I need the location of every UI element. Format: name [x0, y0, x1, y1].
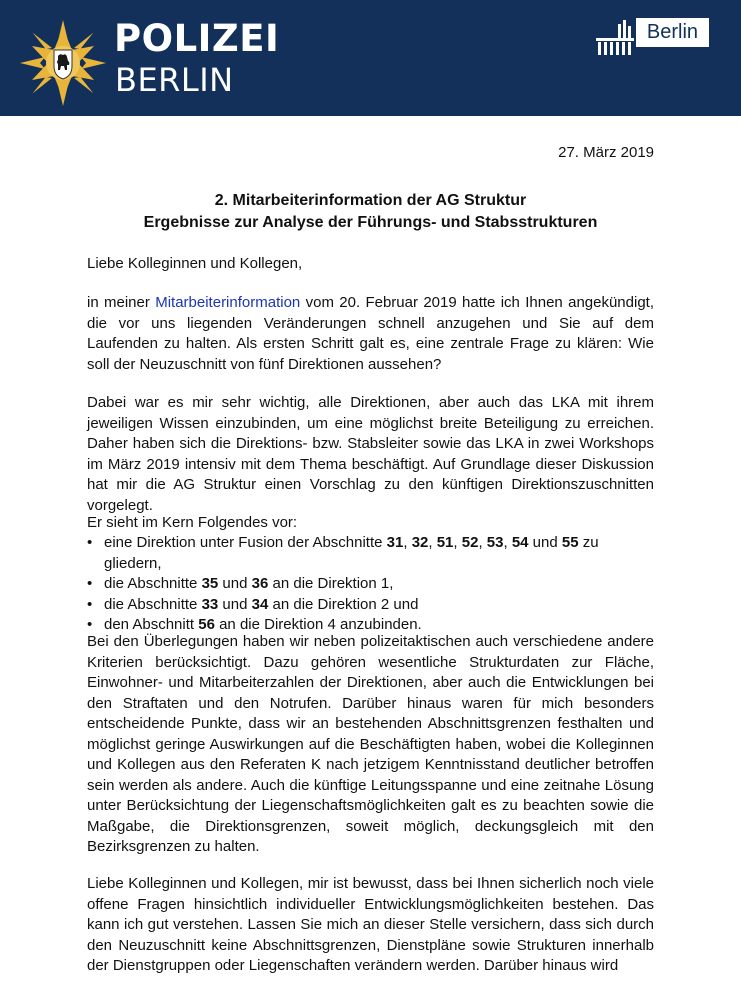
page-header: [0, 0, 741, 116]
brand-subtitle: BERLIN: [115, 61, 234, 99]
bullet-list: [87, 533, 654, 636]
brandenburg-gate-icon: [596, 18, 636, 60]
brand-title: POLIZEI: [114, 17, 280, 60]
salutation: Liebe Kolleginnen und Kollegen,: [87, 255, 303, 272]
document-title: [87, 190, 654, 234]
police-star-icon: [20, 20, 106, 106]
list-item: • die Abschnitte 33 und 34 an die Direktion 2 und: [87, 595, 654, 616]
list-item: • eine Direktion unter Fusion der Abschnitte 31, 32, 51, 52, 53, 54 und 55 zu gliedern,: [87, 533, 654, 574]
paragraph-1: in meiner Mitarbeiterinformation vom 20. Februar 2019 hatte ich Ihnen angekündigt, die vor uns liegenden Veränderungen schnell anzugehen und Sie auf dem Laufenden zu halten. Als ersten Schritt galt es, eine zentrale Frage zu klären: Wie soll der Neuzuschnitt von fünf Direktionen aussehen?: [87, 294, 655, 373]
title-line-2: Ergebnisse zur Analyse der Führungs- und Stabsstrukturen: [143, 214, 598, 231]
list-item: • den Abschnitt 56 an die Direktion 4 anzubinden.: [87, 615, 654, 636]
document-date: 27. März 2019: [558, 144, 654, 161]
title-line-1: 2. Mitarbeiterinformation der AG Struktur: [214, 192, 527, 209]
paragraph-4: Liebe Kolleginnen und Kollegen, mir ist bewusst, dass bei Ihnen sicherlich noch viele offene Fragen hinsichtlich individueller Entwicklungsmöglichkeiten bestehen. Das kann ich gut verstehen. Lassen Sie mich an dieser Stelle versichern, dass sich durch den Neuzuschnitt keine Abschnittsgrenzen, Dienstpläne sowie Strukturen innerhalb der Dienstgruppen oder Liegenschaften verändern werden. Darüber hinaus wird: [87, 875, 654, 974]
list-intro: Er sieht im Kern Folgendes vor:: [87, 514, 298, 531]
berlin-logo-text: Berlin: [636, 18, 709, 47]
paragraph-2: Dabei war es mir sehr wichtig, alle Direktionen, aber auch das LKA mit ihrem jeweiligen Wissen einzubinden, um eine möglichst breite Beteiligung zu erreichen. Daher haben sich die Direktions- bzw. Stabsleiter sowie das LKA in zwei Workshops im März 2019 intensiv mit dem Thema beschäftigt. Auf Grundlage dieser Diskussion hat mir die AG Struktur einen Vorschlag zu den künftigen Direktionszuschnitten vorgelegt.: [87, 394, 654, 514]
mitarbeiterinformation-link[interactable]: Mitarbeiterinformation: [155, 294, 301, 311]
list-item: • die Abschnitte 35 und 36 an die Direktion 1,: [87, 574, 654, 595]
paragraph-3: Bei den Überlegungen haben wir neben polizeitaktischen auch verschiedene andere Kriterien berücksichtigt. Dazu gehören wesentliche Strukturdaten zur Fläche, Einwohner- und Mitarbeiterzahlen der Direktionen, aber auch die Entwicklungen bei den Straftaten und den Notrufen. Darüber hinaus waren für mich besonders entscheidende Punkte, dass wir an bestehenden Abschnittsgrenzen festhalten und möglichst geringe Auswirkungen auf die Beschäftigten haben, wobei die Kolleginnen und Kollegen aus den Referaten K nach jetzigem Kenntnisstand deutlicher betroffen sein werden als andere. Auch die künftige Leitungsspanne und eine zeitnahe Lösung unter Berücksichtung der Liegenschaftsmöglichkeiten galt es zu beachten sowie die Maßgabe, die Direktionsgrenzen, soweit möglich, deckungsgleich mit den Bezirksgrenzen zu halten.: [87, 633, 654, 855]
berlin-logo: [596, 18, 714, 60]
